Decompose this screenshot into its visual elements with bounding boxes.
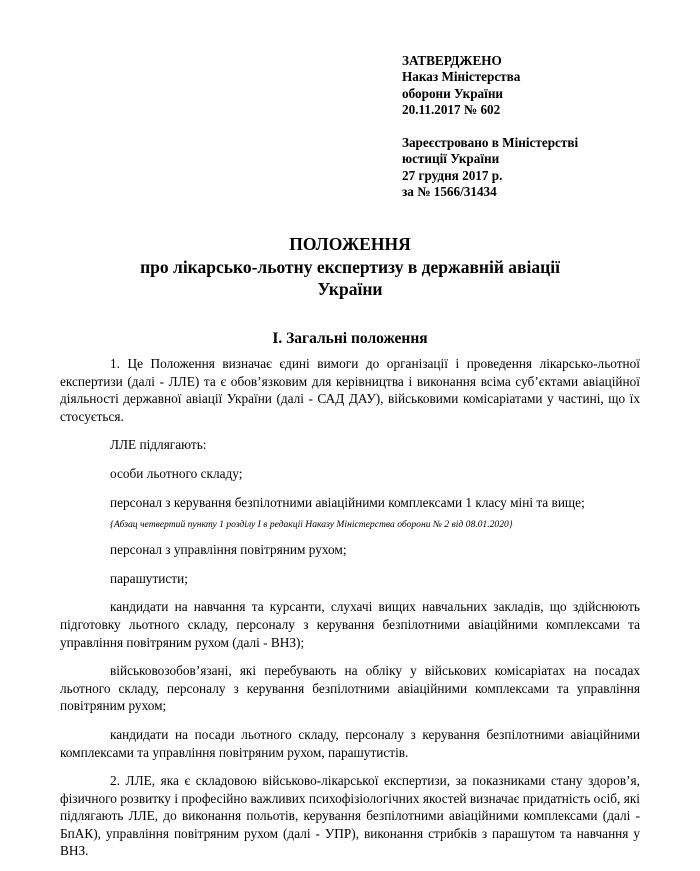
registration-line: за № 1566/31434 (402, 184, 497, 200)
paragraph: військовозобов’язані, які перебувають на обліку у військових комісаріатах на посадах льотного складу, персоналу з керування безпілотними авіаційними комплексами та управління повітряним рухом; (60, 663, 640, 714)
approval-line: оборони України (402, 85, 504, 101)
paragraph: кандидати на посади льотного складу, персоналу з керування безпілотними авіаційними комплексами та управління повітряним рухом, парашутистів. (60, 726, 640, 760)
title-line: про лікарсько-льотну експертизу в державній авіації (140, 256, 560, 277)
approval-line: Наказ Міністерства (402, 69, 521, 85)
registration-block (402, 135, 682, 200)
section-heading: I. Загальні положення (272, 330, 428, 347)
paragraph: ЛЛЕ підлягають: (110, 437, 207, 453)
title-line: України (317, 279, 383, 299)
approval-stamp (402, 53, 682, 200)
paragraph: парашутисти; (110, 570, 188, 586)
title-line: ПОЛОЖЕННЯ (289, 234, 411, 254)
paragraph: особи льотного складу; (110, 465, 243, 481)
amendment-note: {Абзац четвертий пункту 1 розділу I в редакції Наказу Міністерства оборони № 2 від 08.01.2020} (110, 519, 513, 531)
approval-line: ЗАТВЕРДЖЕНО (402, 53, 502, 68)
paragraph: 2. ЛЛЕ, яка є складовою військово-лікарської експертизи, за показниками стану здоров’я, фізичного розвитку і професійно важливих психофізіологічних якостей визначає придатність осіб, які підлягають ЛЛЕ, до виконання польотів, керування безпілотними авіаційними комплексами (далі - БпАК), управління повітряним рухом (далі - УПР), виконання стрибків з парашутом та навчання у ВНЗ. (60, 773, 640, 859)
paragraph: персонал з управління повітряним рухом; (110, 542, 347, 558)
registration-line: 27 грудня 2017 р. (402, 167, 503, 183)
document-title (60, 233, 640, 301)
paragraph: 1. Це Положення визначає єдині вимоги до організації і проведення лікарсько-льотної експертизи (далі - ЛЛЕ) та є обов’язковим для керівництва і виконання всіма суб’єктами авіаційної діяльності державної авіації України (далі - САД ДАУ), військовими комісаріатами у частині, що їх стосується. (60, 356, 640, 424)
registration-line: Зареєстровано в Міністерстві (402, 135, 579, 151)
approval-block (402, 53, 682, 118)
approval-line: 20.11.2017 № 602 (402, 101, 501, 117)
paragraph: кандидати на навчання та курсанти, слухачі вищих навчальних закладів, що здійснюють підготовку льотного складу, персоналу з керування безпілотними авіаційними комплексами та управління повітряним рухом (далі - ВНЗ); (60, 599, 640, 650)
registration-line: юстиції України (402, 151, 500, 167)
section-body (60, 355, 640, 871)
paragraph: персонал з керування безпілотними авіаційними комплексами 1 класу міні та вище; (110, 494, 585, 510)
